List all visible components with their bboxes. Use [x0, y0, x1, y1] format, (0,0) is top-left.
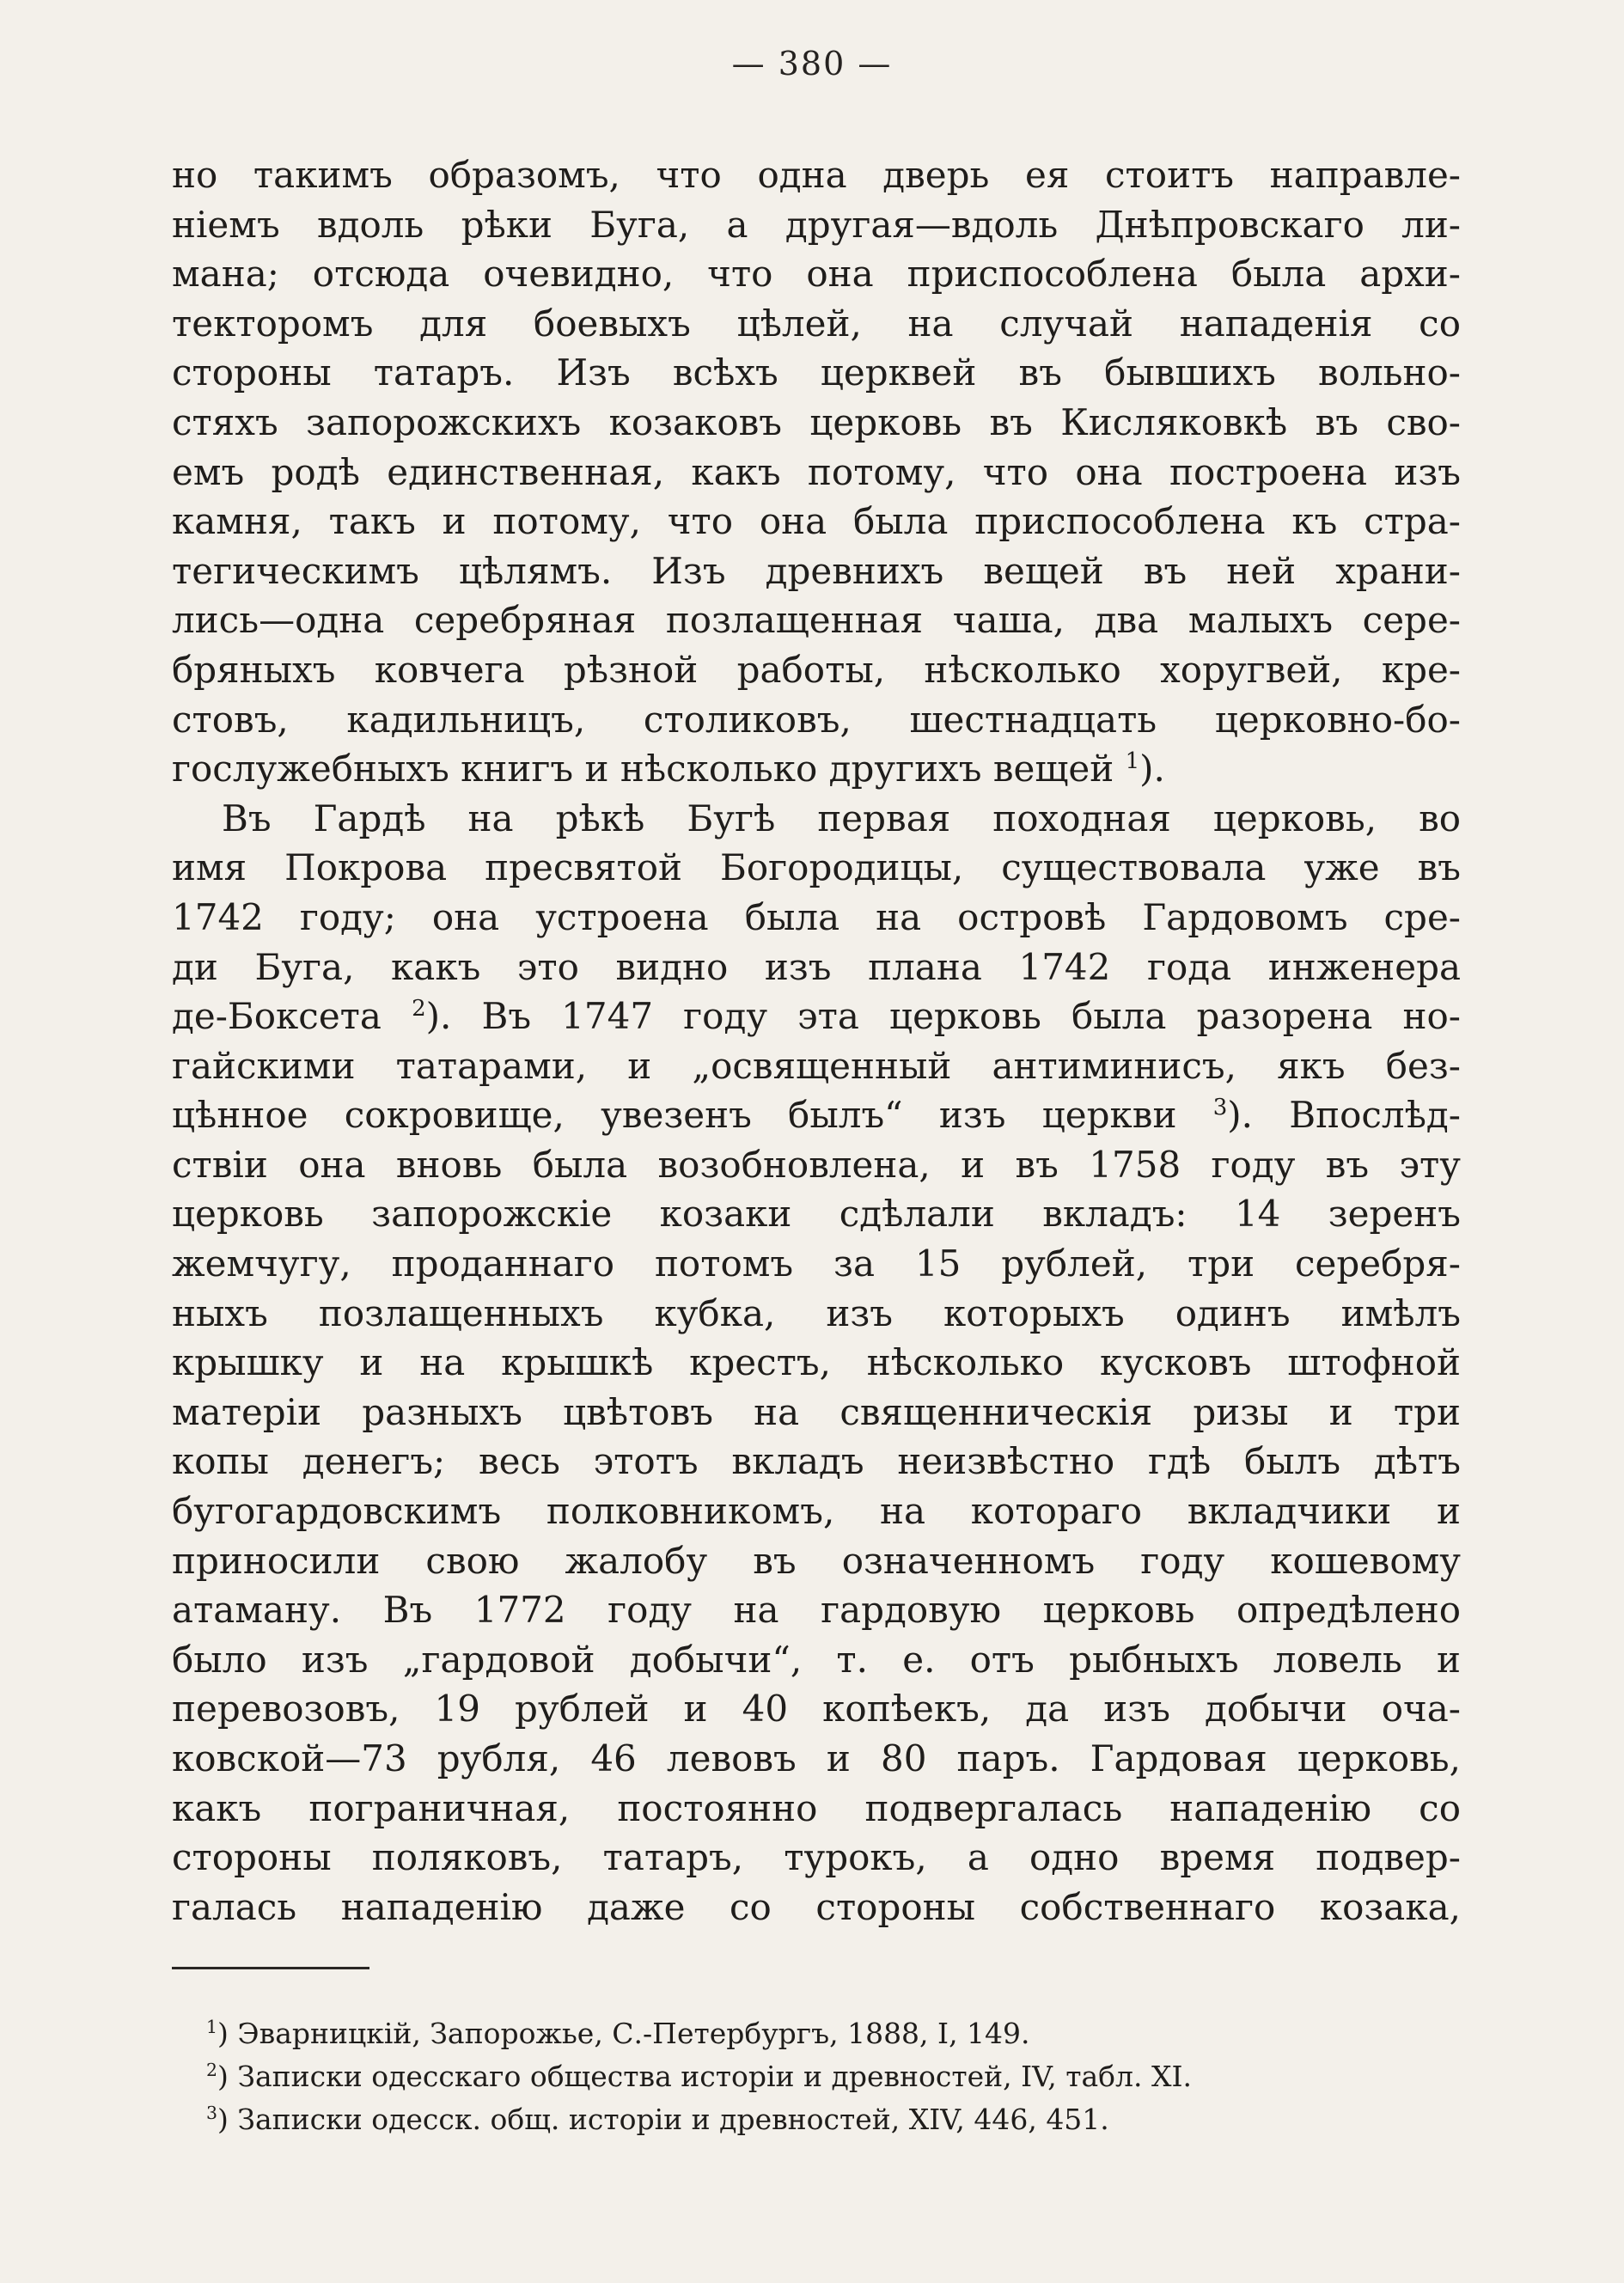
text-line: стороны татаръ. Изъ всѣхъ церквей въ бывшихъ вольно- [172, 351, 1461, 394]
text-line: приносили свою жалобу въ означенномъ году кошевому [172, 1539, 1461, 1582]
footnotes [206, 2012, 1409, 2141]
text-line: мана; отсюда очевидно, что она приспособлена была архи- [172, 253, 1461, 296]
footnote-ref-2: 2 [412, 996, 426, 1022]
text-line: стороны поляковъ, татаръ, турокъ, а одно время подвер- [172, 1836, 1461, 1879]
text-line: галась нападенію даже со стороны собственнаго козака, [172, 1885, 1461, 1928]
text-line: какъ пограничная, постоянно подвергалась нападенію со [172, 1786, 1461, 1829]
text-line [172, 1090, 1461, 1140]
footnote-ref-1: 1 [1125, 748, 1140, 775]
text-line: бугогардовскимъ полковникомъ, на котораго вкладчики и [172, 1490, 1461, 1533]
footnote-ref-3: 3 [1212, 1095, 1228, 1121]
text-line: камня, такъ и потому, что она была приспособлена къ стра- [172, 500, 1461, 543]
text-fragment: ). Впослѣд- [1227, 1094, 1461, 1137]
body-text [172, 150, 1461, 1932]
text-line: было изъ „гардовой добычи“, т. е. отъ рыбныхъ ловель и [172, 1638, 1461, 1681]
text-fragment: де-Боксета [172, 995, 382, 1038]
text-line: ди Буга, какъ это видно изъ плана 1742 года инженера [172, 945, 1461, 988]
text-line: емъ родѣ единственная, какъ потому, что она построена изъ [172, 450, 1461, 493]
text-line: копы денегъ; весь этотъ вкладъ неизвѣстно гдѣ былъ дѣтъ [172, 1440, 1461, 1483]
text-line: гайскими татарами, и „освященный антиминисъ, якъ без- [172, 1044, 1461, 1087]
text-line: матеріи разныхъ цвѣтовъ на священническія ризы и три [172, 1390, 1461, 1433]
footnote-mark: 3 [206, 2103, 218, 2123]
text-line: перевозовъ, 19 рублей и 40 копѣекъ, да изъ добычи оча- [172, 1688, 1461, 1731]
text-line: текторомъ для боевыхъ цѣлей, на случай нападенія со [172, 302, 1461, 345]
text-line: тегическимъ цѣлямъ. Изъ древнихъ вещей въ ней храни- [172, 549, 1461, 592]
text-fragment: гослужебныхъ книгъ и нѣсколько другихъ вещей [172, 748, 1114, 791]
text-line: ніемъ вдоль рѣки Буга, а другая—вдоль Днѣпровскаго ли- [172, 203, 1461, 246]
text-line: ковской—73 рубля, 46 левовъ и 80 паръ. Гардовая церковь, [172, 1737, 1461, 1779]
text-line: но такимъ образомъ, что одна дверь ея стоитъ направле- [172, 154, 1461, 196]
text-line: ныхъ позлащенныхъ кубка, изъ которыхъ одинъ имѣлъ [172, 1291, 1461, 1334]
text-line: атаману. Въ 1772 году на гардовую церковь опредѣлено [172, 1589, 1461, 1632]
page-number: — 380 — [731, 45, 893, 82]
footnote-mark: 2 [206, 2060, 218, 2080]
text-fragment: цѣнное сокровище, увезенъ былъ“ изъ церкви [172, 1094, 1177, 1137]
footnote-3 [206, 2098, 1409, 2141]
text-line: стяхъ запорожскихъ козаковъ церковь въ Кисляковкѣ въ сво- [172, 400, 1461, 443]
text-line: жемчугу, проданнаго потомъ за 15 рублей, три серебря- [172, 1242, 1461, 1285]
footnote-1 [206, 2012, 1409, 2055]
footnote-text: ) Эварницкій, Запорожье, С.-Петербургъ, 1888, I, 149. [217, 2017, 1030, 2050]
text-line: стовъ, кадильницъ, столиковъ, шестнадцать церковно-бо- [172, 698, 1461, 741]
text-line [172, 992, 1461, 1041]
text-line: церковь запорожскіе козаки сдѣлали вкладъ: 14 зеренъ [172, 1193, 1461, 1236]
text-line: крышку и на крышкѣ крестъ, нѣсколько кусковъ штофной [172, 1341, 1461, 1384]
footnote-text: ) Записки одесск. общ. исторіи и древностей, XIV, 446, 451. [217, 2103, 1109, 2136]
text-line: бряныхъ ковчега рѣзной работы, нѣсколько хоругвей, кре- [172, 648, 1461, 691]
footnote-mark: 1 [206, 2017, 218, 2037]
text-fragment: ). [1139, 748, 1165, 791]
footnote-text: ) Записки одесскаго общества исторіи и древностей, IV, табл. XI. [217, 2060, 1192, 2093]
paragraph-2 [172, 794, 1461, 1932]
text-line: ствіи она вновь была возобновлена, и въ 1758 году въ эту [172, 1143, 1461, 1186]
text-fragment: ). Въ 1747 году эта церковь была разорена но- [425, 995, 1461, 1038]
footnote-divider [172, 1967, 369, 1969]
text-line: лись—одна серебряная позлащенная чаша, два малыхъ сере- [172, 599, 1461, 642]
text-line [172, 744, 1461, 794]
footnote-2 [206, 2055, 1409, 2098]
text-line: Въ Гардѣ на рѣкѣ Бугѣ первая походная церковь, во [222, 797, 1461, 839]
text-line: 1742 году; она устроена была на островѣ Гардовомъ сре- [172, 895, 1461, 938]
paragraph-1 [172, 150, 1461, 794]
text-line: имя Покрова пресвятой Богородицы, существовала уже въ [172, 846, 1461, 889]
